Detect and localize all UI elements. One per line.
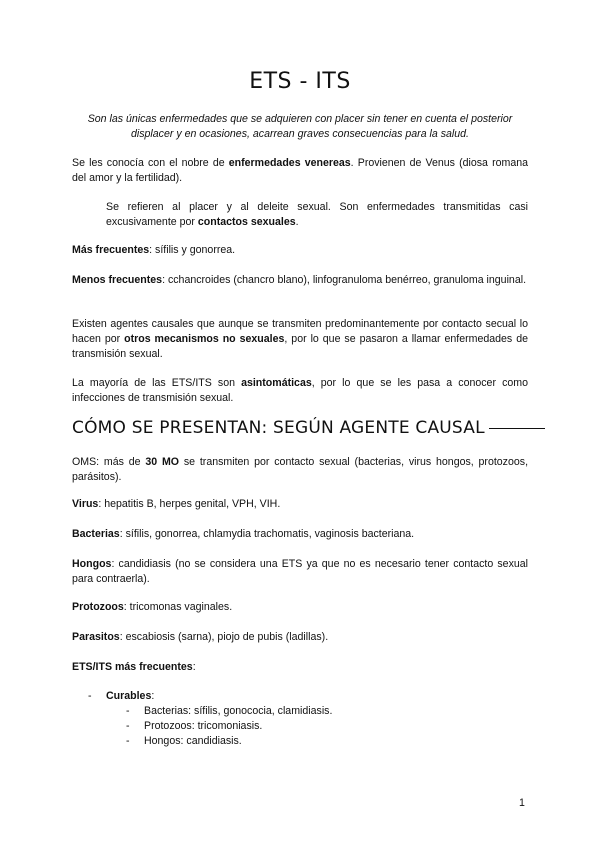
text: Se refieren al placer y al deleite sexual. Son enfermedades transmitidas casi excusivamente por	[106, 201, 528, 228]
paragraph-protozoos	[72, 600, 528, 615]
list-item-text: Bacterias: sífilis, gonococia, clamidiasis.	[144, 705, 333, 717]
bold-text: Menos frecuentes	[72, 274, 163, 286]
page-title: ETS - ITS	[249, 69, 351, 94]
list-dash: -	[126, 705, 130, 717]
text: :	[192, 661, 196, 673]
bold-text: contactos sexuales	[197, 216, 296, 228]
list-label: Curables	[106, 690, 152, 702]
bold-text: asintomáticas	[241, 377, 312, 389]
text: :	[151, 690, 155, 702]
subtitle: Son las únicas enfermedades que se adquieren con placer sin tener en cuenta el posterior displacer y en ocasiones, acarrean graves consecuencias para la salud.	[87, 113, 513, 140]
list-curables	[88, 689, 154, 704]
text: : tricomonas vaginales.	[123, 601, 233, 613]
text: , por lo que se pasaron a llamar enfermedades de transmisión sexual.	[72, 333, 528, 360]
bold-text: Bacterias	[72, 528, 120, 540]
text: Se les conocía con el nobre de	[72, 157, 229, 169]
paragraph-hongos	[72, 557, 528, 587]
list-item-text: Protozoos: tricomoniasis.	[144, 720, 263, 732]
text: se transmiten por contacto sexual (bacterias, virus hongos, protozoos, parásitos).	[72, 456, 529, 483]
bold-text: enfermedades venereas	[228, 157, 351, 169]
page-number: 1	[519, 797, 525, 809]
paragraph-oms	[72, 455, 528, 485]
paragraph-bacterias	[72, 527, 528, 542]
paragraph-placer	[106, 200, 528, 230]
bold-text: Parasitos	[72, 631, 120, 643]
text: Existen agentes causales que aunque se transmiten predominantemente por contacto secual lo hacen por	[72, 318, 528, 345]
paragraph-asintomaticas	[72, 376, 528, 406]
text: : candidiasis (no se considera una ETS ya que no es necesario tener contacto sexual para contraerla).	[72, 558, 528, 585]
heading-text: CÓMO SE PRESENTAN: SEGÚN AGENTE CAUSAL	[72, 418, 485, 438]
text: : escabiosis (sarna), piojo de pubis (ladillas).	[119, 631, 329, 643]
text: .	[295, 216, 299, 228]
list-item	[126, 719, 262, 734]
heading-rule	[489, 428, 545, 429]
bold-text: Virus	[72, 498, 99, 510]
bold-text: Más frecuentes	[72, 244, 150, 256]
list-dash: -	[88, 690, 92, 702]
paragraph-venereas	[72, 156, 528, 186]
paragraph-agentes	[72, 317, 528, 362]
bold-text: otros mecanismos no sexuales	[124, 333, 285, 345]
list-item-text: Hongos: candidiasis.	[144, 735, 242, 747]
paragraph-menos-frecuentes	[72, 273, 528, 288]
bold-text: 30 MO	[145, 456, 180, 468]
text: . Provienen de Venus (diosa romana del amor y la fertilidad).	[72, 157, 528, 184]
bold-text: Hongos	[72, 558, 112, 570]
paragraph-virus	[72, 497, 528, 512]
list-dash: -	[126, 735, 130, 747]
list-item	[126, 704, 332, 719]
list-item	[126, 734, 242, 749]
paragraph-mas-frecuentes-list	[72, 660, 528, 675]
text: : hepatitis B, herpes genital, VPH, VIH.	[98, 498, 281, 510]
text: : cchancroides (chancro blano), linfogranuloma benérreo, granuloma inguinal.	[162, 274, 527, 286]
text: , por lo que se les pasa a conocer como infecciones de transmisión sexual.	[72, 377, 528, 404]
text: : sífilis, gonorrea, chlamydia trachomatis, vaginosis bacteriana.	[119, 528, 415, 540]
paragraph-mas-frecuentes	[72, 243, 528, 258]
text: La mayoría de las ETS/ITS son	[72, 377, 242, 389]
text: : sífilis y gonorrea.	[149, 244, 236, 256]
section-heading	[72, 418, 545, 438]
text: OMS: más de	[72, 456, 146, 468]
bold-text: ETS/ITS más frecuentes	[72, 661, 193, 673]
paragraph-parasitos	[72, 630, 528, 645]
bold-text: Protozoos	[72, 601, 124, 613]
list-dash: -	[126, 720, 130, 732]
